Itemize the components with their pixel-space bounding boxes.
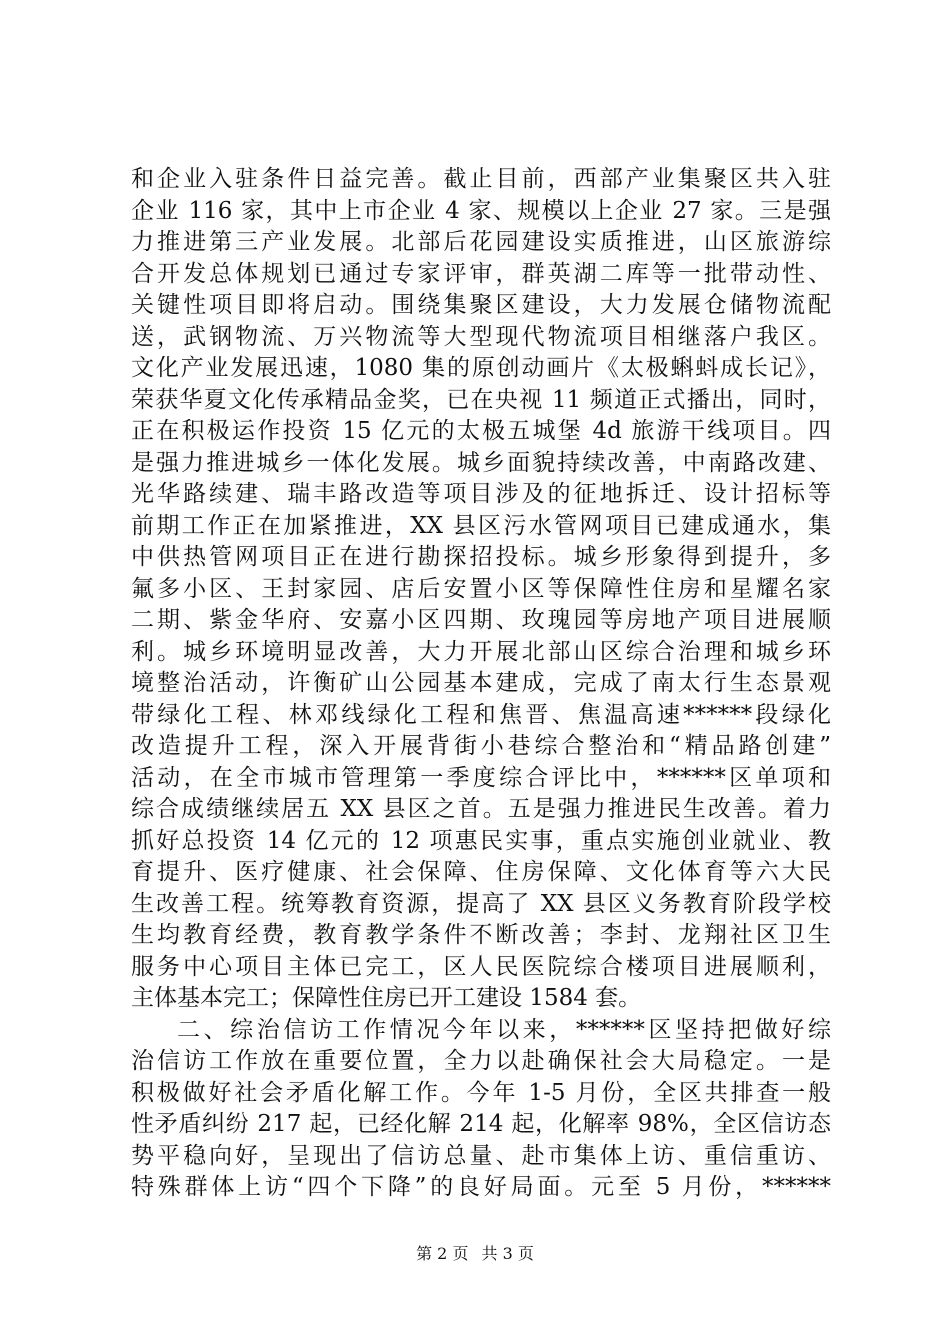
text-line: 荣获华夏文化传承精品金奖，已在央视 11 频道正式播出，同时， [131, 386, 831, 413]
text-line: 利。城乡环境明显改善，大力开展北部山区综合治理和城乡环 [131, 638, 831, 665]
text-line: 合开发总体规划已通过专家评审，群英湖二库等一批带动性、 [131, 260, 831, 287]
text-line: 力推进第三产业发展。北部后花园建设实质推进，山区旅游综 [131, 229, 831, 255]
text-line: 活动，在全市城市管理第一季度综合评比中，******区单项和 [131, 764, 831, 791]
text-line: 势平稳向好，呈现出了信访总量、赴市集体上访、重信重访、 [131, 1142, 831, 1169]
text-line: 改造提升工程，深入开展背街小巷综合整治和“精品路创建” [131, 733, 831, 759]
text-line: 生均教育经费，教育教学条件不断改善；李封、龙翔社区卫生 [131, 922, 831, 948]
page-total: 共 3 页 [481, 1244, 534, 1263]
text-line: 企业 116 家，其中上市企业 4 家、规模以上企业 27 家。三是强 [131, 197, 831, 224]
text-line: 服务中心项目主体已完工，区人民医院综合楼项目进展顺利， [131, 953, 831, 980]
text-line: 性矛盾纠纷 217 起，已经化解 214 起，化解率 98%，全区信访态 [131, 1111, 831, 1137]
text-line: 光华路续建、瑞丰路改造等项目涉及的征地拆迁、设计招标等 [131, 481, 831, 507]
text-line: 境整治活动，许衡矿山公园基本建成，完成了南太行生态景观 [131, 670, 831, 696]
text-line: 育提升、医疗健康、社会保障、住房保障、文化体育等六大民 [131, 859, 831, 885]
page-number: 第 2 页 [416, 1244, 469, 1263]
text-line: 文化产业发展迅速，1080 集的原创动画片《太极蝌蚪成长记》， [131, 355, 831, 381]
body-text [131, 164, 831, 1204]
page-footer [0, 1243, 950, 1265]
text-line: 送，武钢物流、万兴物流等大型现代物流项目相继落户我区。 [131, 323, 831, 350]
text-line: 治信访工作放在重要位置，全力以赴确保社会大局稳定。一是 [131, 1048, 831, 1074]
text-line: 生改善工程。统筹教育资源，提高了 XX 县区义务教育阶段学校 [131, 890, 831, 917]
text-line: 氟多小区、王封家园、店后安置小区等保障性住房和星耀名家 [131, 575, 831, 602]
text-line: 是强力推进城乡一体化发展。城乡面貌持续改善，中南路改建、 [131, 449, 831, 476]
text-line: 特殊群体上访“四个下降”的良好局面。元至 5 月份，****** [131, 1174, 831, 1200]
text-line: 二期、紫金华府、安嘉小区四期、玫瑰园等房地产项目进展顺 [131, 607, 831, 633]
text-line: 关键性项目即将启动。围绕集聚区建设，大力发展仓储物流配 [131, 292, 831, 318]
text-line: 和企业入驻条件日益完善。截止目前，西部产业集聚区共入驻 [131, 166, 831, 192]
text-line: 前期工作正在加紧推进，XX 县区污水管网项目已建成通水，集 [131, 512, 831, 539]
text-line: 中供热管网项目正在进行勘探招投标。城乡形象得到提升，多 [131, 544, 831, 570]
text-line: 正在积极运作投资 15 亿元的太极五城堡 4d 旅游干线项目。四 [131, 418, 831, 444]
text-line: 带绿化工程、林邓线绿化工程和焦晋、焦温高速******段绿化 [131, 701, 831, 728]
paragraph-end-line: 主体基本完工；保障性住房已开工建设 1584 套。 [131, 985, 642, 1011]
text-line: 综合成绩继续居五 XX 县区之首。五是强力推进民生改善。着力 [131, 796, 831, 822]
text-line: 积极做好社会矛盾化解工作。今年 1-5 月份，全区共排查一般 [131, 1079, 831, 1106]
text-line: 抓好总投资 14 亿元的 12 项惠民实事，重点实施创业就业、教 [131, 827, 831, 854]
paragraph-start-line: 二、综治信访工作情况今年以来，******区坚持把做好综 [177, 1016, 831, 1043]
